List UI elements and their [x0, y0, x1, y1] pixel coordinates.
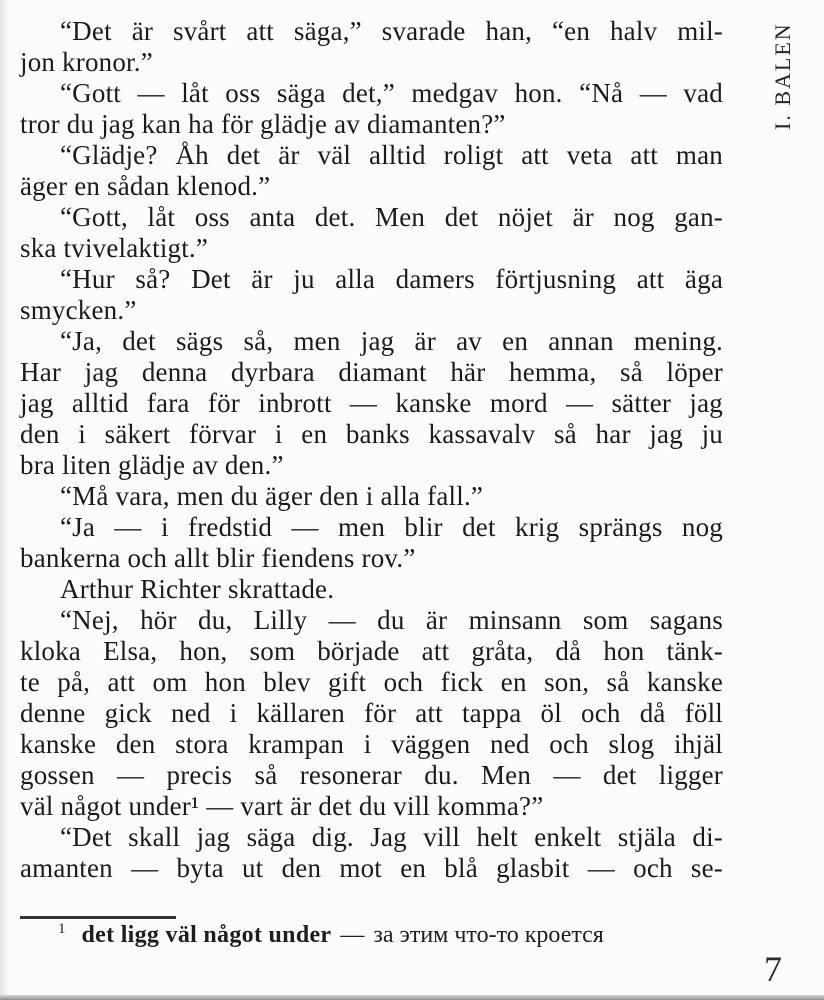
text-line: väl något under¹ — vart är det du vill komma?” — [20, 791, 544, 821]
text-line: ska tvivelaktigt.” — [20, 233, 209, 263]
footnote — [58, 922, 604, 949]
text-line: jon kronor.” — [20, 47, 153, 77]
text-line: “Ja — i fredstid — men blir det krig sprängs nog — [60, 512, 723, 542]
footnote-term: det ligg väl något under — [81, 922, 332, 948]
page-number: 7 — [764, 949, 782, 989]
text-line: jag alltid fara för inbrott — kanske mord — sätter jag — [20, 388, 723, 418]
text-line: den i säkert förvar i en banks kassavalv så har jag ju — [20, 419, 723, 449]
footnote-divider — [20, 916, 176, 919]
text-line: amanten — byta ut den mot en blå glasbit — och se- — [20, 853, 723, 883]
scan-edge-bottom — [0, 995, 824, 1000]
text-line: smycken.” — [20, 295, 137, 325]
text-line: kloka Elsa, hon, som började att gråta, då hon tänk- — [20, 636, 723, 666]
text-line: “Ja, det sägs så, men jag är av en annan mening. — [60, 326, 723, 356]
text-line: te på, att om hon blev gift och fick en son, så kanske — [20, 667, 723, 697]
text-line: “Det är svårt att säga,” svarade han, “en halv mil- — [60, 16, 723, 46]
text-line: Arthur Richter skrattade. — [60, 574, 335, 604]
text-line: “Glädje? Åh det är väl alltid roligt att veta att man — [60, 140, 723, 170]
text-line: tror du jag kan ha för glädje av diamanten?” — [20, 109, 506, 139]
body-text — [20, 16, 723, 884]
text-line: gossen — precis så resonerar du. Men — det ligger — [20, 760, 723, 790]
text-line: bra liten glädje av den.” — [20, 450, 284, 480]
text-line: “Gott — låt oss säga det,” medgav hon. “Nå — vad — [60, 78, 723, 108]
text-line: “Nej, hör du, Lilly — du är minsann som sagans — [60, 605, 723, 635]
text-line: “Hur så? Det är ju alla damers förtjusning att äga — [60, 264, 723, 294]
text-line: äger en sådan klenod.” — [20, 171, 271, 201]
running-head: I. BALEN — [770, 22, 795, 130]
text-line: “Må vara, men du äger den i alla fall.” — [60, 481, 484, 511]
text-line: kanske den stora krampan i väggen ned och slog ihjäl — [20, 729, 723, 759]
footnote-translation: за этим что-то кроется — [373, 922, 604, 948]
text-line: “Gott, låt oss anta det. Men det nöjet är nog gan- — [60, 202, 723, 232]
text-line: bankerna och allt blir fiendens rov.” — [20, 543, 416, 573]
text-line: Har jag denna dyrbara diamant här hemma, så löper — [20, 357, 723, 387]
footnote-marker: 1 — [58, 921, 66, 937]
footnote-dash: — — [340, 922, 365, 948]
scan-edge-left — [0, 0, 10, 1000]
text-line: “Det skall jag säga dig. Jag vill helt enkelt stjäla di- — [60, 822, 723, 852]
text-line: denne gick ned i källaren för att tappa öl och då föll — [20, 698, 723, 728]
